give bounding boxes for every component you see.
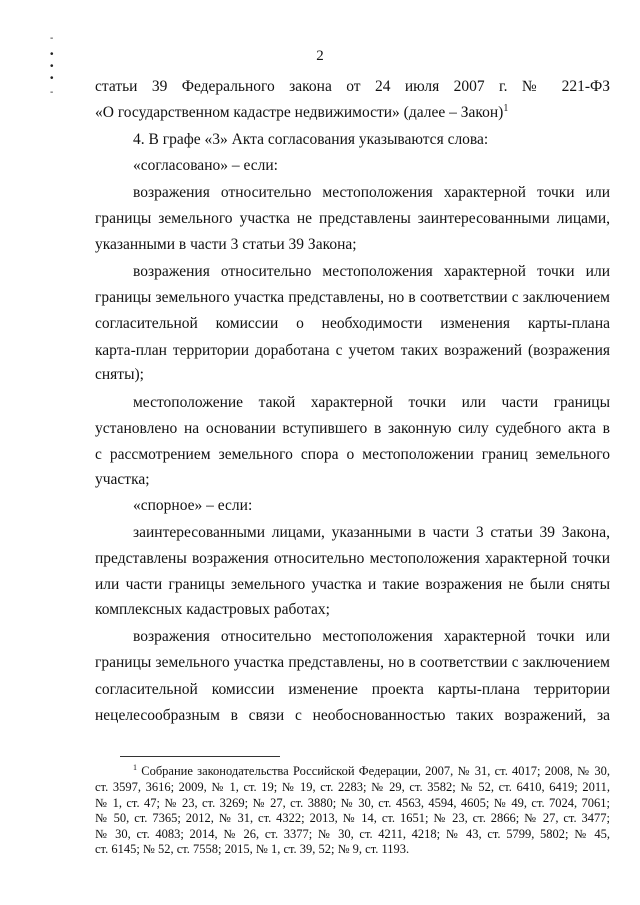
margin-mark: •: [50, 73, 54, 84]
body-line: границы земельного участка представлены, но в соответствии с заключением: [95, 654, 610, 671]
body-line: установлено на основании вступившего в законную силу судебного акта в: [95, 420, 610, 437]
body-line: сняты);: [95, 366, 144, 383]
body-line: или части границы земельного участка и такие возражения не были сняты: [95, 576, 610, 593]
body-line: заинтересованными лицами, указанными в части 3 статьи 39 Закона,: [133, 524, 610, 541]
margin-mark: •: [50, 61, 54, 72]
footnote-line: № 30, ст. 4083; 2014, № 26, ст. 3377; № 30, ст. 4211, 4218; № 43, ст. 5799, 5802; № 45,: [95, 827, 610, 841]
margin-mark: -: [50, 87, 54, 98]
body-line: статьи 39 Федерального закона от 24 июля 2007 г. № 221-ФЗ: [95, 78, 610, 95]
body-line: возражения относительно местоположения характерной точки или: [133, 263, 610, 280]
body-line: с рассмотрением земельного спора о местоположении границ земельного: [95, 446, 610, 463]
footnote-text: Собрание законодательства Российской Федерации, 2007, № 31, ст. 4017; 2008, № 30,: [141, 764, 610, 778]
footnote-marker: 1: [133, 764, 137, 772]
body-line: 4. В графе «3» Акта согласования указываются слова:: [133, 131, 489, 148]
body-line: границы земельного участка представлены, но в соответствии с заключением: [95, 289, 610, 306]
body-line: «согласовано» – если:: [133, 157, 278, 174]
body-line: согласительной комиссии изменение проекта карты-плана территории: [95, 681, 610, 698]
footnote-line: № 50, ст. 7365; 2012, № 31, ст. 4322; 2013, № 14, ст. 1651; № 23, ст. 2866; № 27, ст. 3477;: [95, 811, 610, 825]
body-line-text: «О государственном кадастре недвижимости» (далее – Закон): [95, 104, 504, 121]
body-line: возражения относительно местоположения характерной точки или: [133, 184, 610, 201]
page-number: 2: [316, 48, 324, 64]
body-line: карта-план территории доработана с учетом таких возражений (возражения: [95, 342, 610, 359]
footnote-line: ст. 3597, 3616; 2009, № 1, ст. 19; № 19, ст. 2283; № 29, ст. 3582; № 52, ст. 6410, 6419; 2011,: [95, 780, 610, 794]
footnote-line: [133, 764, 610, 780]
body-line: местоположение такой характерной точки или части границы: [133, 394, 610, 411]
footnote-ref: 1: [503, 104, 509, 114]
body-line: согласительной комиссии о необходимости изменения карты-плана: [95, 315, 610, 332]
footnote-separator: [120, 756, 280, 757]
body-line: представлены возражения относительно местоположения характерной точки: [95, 550, 610, 567]
body-line: комплексных кадастровых работах;: [95, 601, 330, 618]
footnote-line: № 1, ст. 47; № 23, ст. 3269; № 27, ст. 3880; № 30, ст. 4563, 4594, 4605; № 49, ст. 7024, 7061;: [95, 796, 610, 810]
margin-mark: -: [50, 33, 54, 44]
margin-mark: •: [50, 49, 54, 60]
body-line: участка;: [95, 471, 150, 488]
footnote-line: ст. 6145; № 52, ст. 7558; 2015, № 1, ст. 39, 52; № 9, ст. 1193.: [95, 842, 410, 856]
body-line: «спорное» – если:: [133, 497, 253, 514]
body-line: границы земельного участка не представлены заинтересованными лицами,: [95, 210, 610, 227]
body-line: указанными в части 3 статьи 39 Закона;: [95, 236, 357, 253]
body-line: нецелесообразным в связи с необоснованностью таких возражений, за: [95, 707, 610, 724]
body-line: [95, 104, 610, 122]
body-line: возражения относительно местоположения характерной точки или: [133, 628, 610, 645]
